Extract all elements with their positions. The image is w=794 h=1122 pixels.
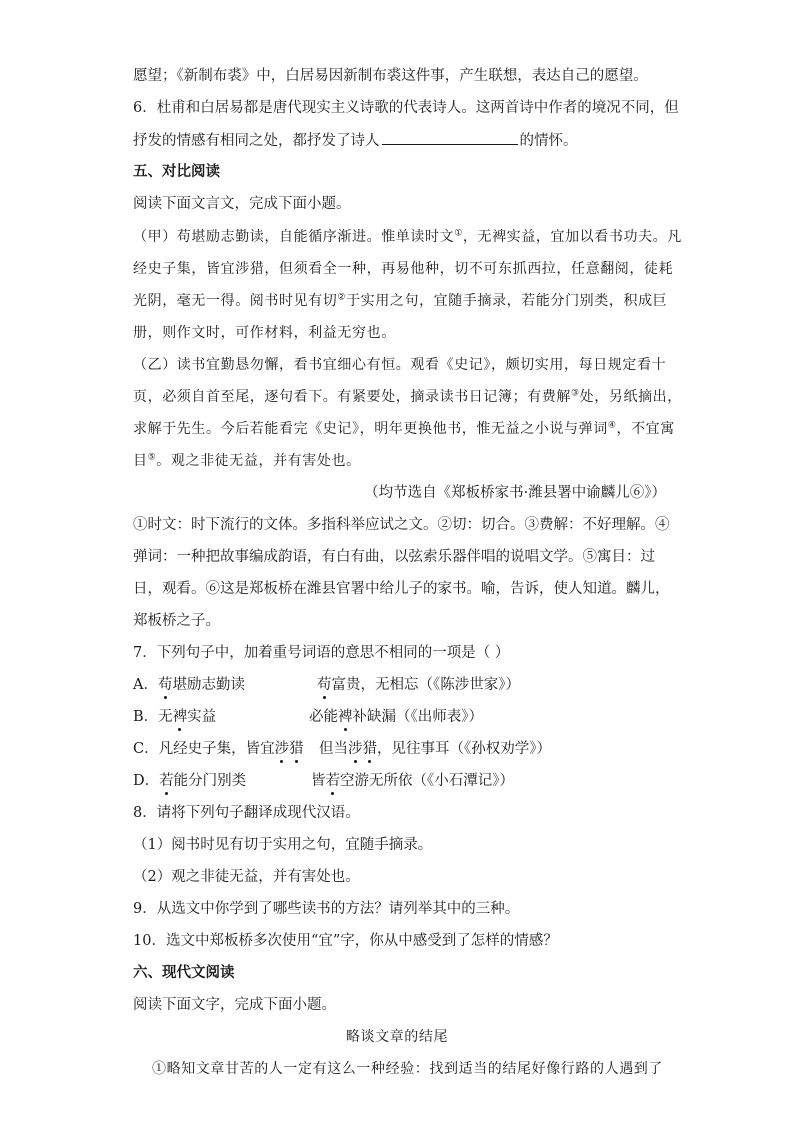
emphasis-dot-char: 涉 — [274, 741, 290, 757]
question-8-item-2: （2）观之非徒无益，并有害处也。 — [133, 869, 360, 885]
option-a-ref: 苟富贵，无相忘（《陈涉世家》） — [317, 677, 520, 693]
emphasis-dot-char: 苟 — [317, 677, 332, 693]
emphasis-dot-char: 涉 — [348, 741, 363, 757]
text-line: 愿望；《新制布裘》中，白居易因新制布裘这件事，产生联想，表达自己的愿望。 — [133, 68, 648, 84]
question-7: 7．下列句子中，加着重号词语的意思不相同的一项是（ ） — [133, 645, 510, 661]
section-heading-5: 五、对比阅读 — [133, 164, 220, 180]
answer-blank[interactable] — [382, 130, 518, 145]
question-8-item-1: （1）阅书时见有切于实用之句，宜随手摘录。 — [133, 837, 433, 853]
option-b-text: B．无裨实益 — [133, 709, 217, 725]
option-c-ref: 但当涉猎，见往事耳（《孙权劝学》） — [319, 741, 551, 757]
footnote-mark: ④ — [607, 420, 617, 431]
instruction: 阅读下面文字，完成下面小题。 — [133, 997, 336, 1013]
emphasis-dot-char: 若 — [325, 773, 340, 789]
passage-yi-line: （乙）读书宜勤恳勿懈，看书宜细心有恒。观看《史记》，颇切实用，每日规定看十 — [133, 357, 667, 373]
article-paragraph-1: ①略知文章甘苦的人一定有这么一种经验：找到适当的结尾好像行路的人遇到了 — [152, 1061, 663, 1077]
section-heading-6: 六、现代文阅读 — [133, 965, 235, 981]
text-part: 求解于先生。今后若能看完《史记》，明年更换他书，惟无益之小说与弹词 — [133, 421, 608, 437]
footnote-mark: ② — [337, 292, 347, 303]
footnotes-line: 日，观看。⑥这是郑板桥在潍县官署中给儿子的家书。喻，告诉，使人知道。麟儿， — [133, 581, 670, 597]
emphasis-dot-char: 苟 — [157, 677, 173, 693]
article-title: 略谈文章的结尾 — [345, 1029, 449, 1045]
text-part: 的情怀。 — [519, 133, 578, 149]
text-part: 于实用之句，宜随手摘录，若能分门别类，积成巨 — [346, 293, 668, 309]
emphasis-dot-char: 裨 — [338, 709, 353, 725]
instruction: 阅读下面文言文，完成下面小题。 — [133, 196, 351, 212]
emphasis-dot-char: 猎 — [362, 741, 377, 757]
text-part: ，无裨实益，宜加以看书功夫。凡 — [462, 229, 682, 245]
passage-yi-line — [133, 419, 675, 439]
question-10: 10．选文中郑板桥多次使用“宜”字，你从中感受到了怎样的情感？ — [133, 933, 558, 949]
option-d-ref: 皆若空游无所依（《小石潭记》） — [311, 773, 514, 789]
text-part: 光阴，毫无一得。阅书时见有切 — [133, 293, 338, 309]
footnote-mark: ① — [454, 228, 463, 239]
passage-jia-line — [133, 227, 682, 247]
option-d-text: D．若能分门别类 — [133, 773, 247, 789]
text-part: ，不宜寓 — [616, 421, 675, 437]
emphasis-dot-char: 裨 — [172, 709, 188, 725]
footnote-mark: ⑤ — [147, 452, 157, 463]
option-c-text: C．凡经史子集，皆宜涉猎 — [133, 741, 304, 757]
text-part: 目 — [133, 453, 148, 469]
emphasis-dot-char: 若 — [159, 773, 174, 789]
footnote-mark: ③ — [571, 388, 580, 399]
text-part: 抒发的情感有相同之处，都抒发了诗人 — [133, 133, 380, 149]
option-b-ref: 必能裨补缺漏（《出师表》） — [309, 709, 483, 725]
source-citation: （均节选自《郑板桥家书·潍县署中谕麟儿⑥》） — [364, 485, 666, 501]
passage-jia-line: 经史子集，皆宜涉猎，但须看全一种，再易他种，切不可东抓西拉，任意翻阅，徒耗 — [133, 261, 674, 277]
option-a-text: A．苟堪励志勤读 — [133, 677, 245, 693]
text-part: 处，另纸摘出， — [579, 389, 682, 405]
text-part: 页，必须自首至尾，逐句看下。有紧要处，摘录读书日记簿；有费解 — [133, 389, 571, 405]
question-6: 6．杜甫和白居易都是唐代现实主义诗歌的代表诗人。这两首诗中作者的境况不同，但 — [133, 100, 679, 116]
passage-jia-line: 册，则作文时，可作材料，利益无穷也。 — [133, 325, 396, 341]
emphasis-dot-char: 猎 — [289, 741, 304, 757]
question-8: 8．请将下列句子翻译成现代汉语。 — [133, 805, 360, 821]
question-6-cont — [133, 130, 578, 151]
passage-jia-line — [133, 291, 667, 311]
footnotes-line: 郑板桥之子。 — [133, 613, 220, 629]
footnotes-line: ①时文：时下流行的文体。多指科举应试之文。②切：切合。③费解：不好理解。④ — [133, 517, 670, 533]
footnotes-line: 弹词：一种把故事编成韵语，有白有曲，以弦索乐器伴唱的说唱文学。⑤寓目：过 — [133, 549, 655, 565]
text-part: 。观之非徒无益，并有害处也。 — [156, 453, 361, 469]
text-part: （甲）苟堪励志勤读，自能循序渐进。惟单读时文 — [133, 229, 455, 245]
passage-yi-line — [133, 451, 361, 471]
passage-yi-line — [133, 387, 682, 407]
question-9: 9．从选文中你学到了哪些读书的方法？请列举其中的三种。 — [133, 901, 520, 917]
